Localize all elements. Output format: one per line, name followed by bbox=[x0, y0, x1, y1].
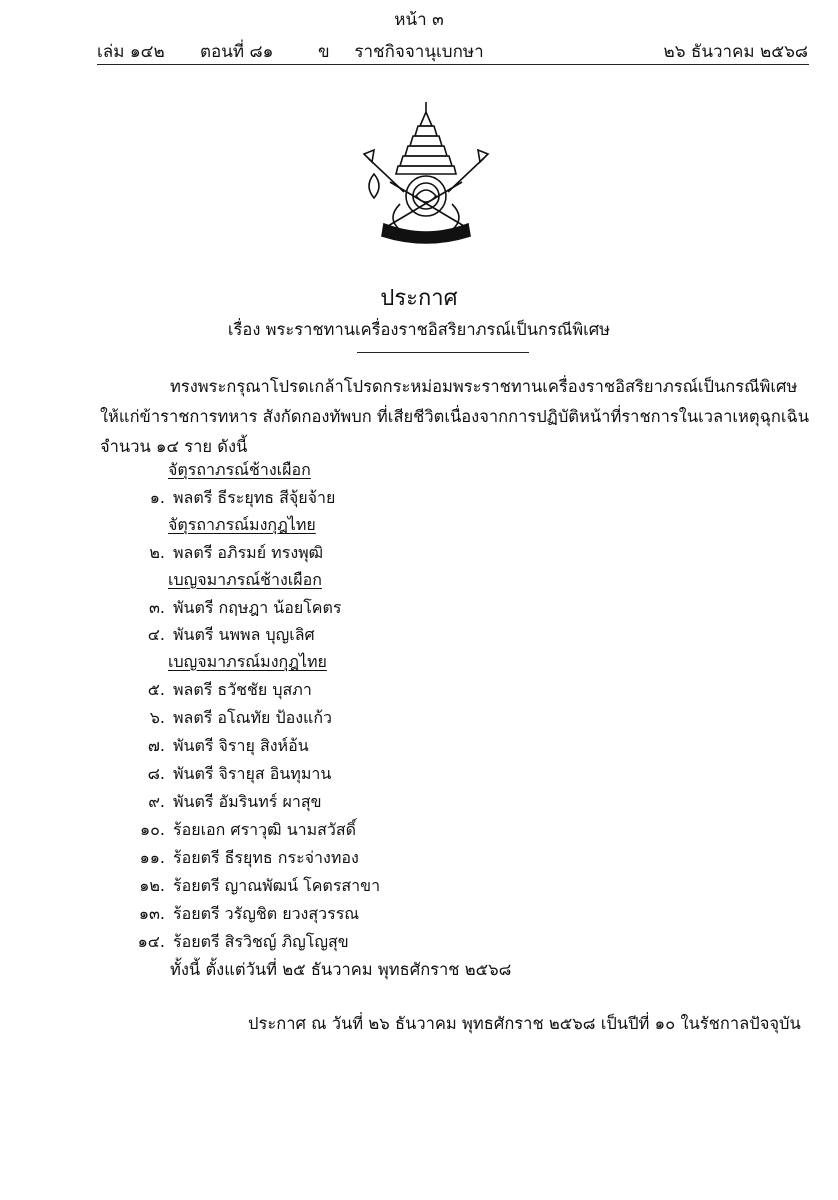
volume-number: เล่ม ๑๔๒ bbox=[97, 42, 165, 62]
entry-name: พันตรี อัมรินทร์ ผาสุข bbox=[173, 792, 322, 811]
list-item bbox=[125, 818, 356, 843]
entry-number: ๒. bbox=[149, 543, 165, 562]
entry-name: ร้อยตรี สิรวิชญ์ ภิญโญสุข bbox=[173, 932, 349, 951]
entry-number: ๑๐. bbox=[139, 820, 165, 839]
entry-name: พันตรี กฤษฎา น้อยโคตร bbox=[173, 598, 342, 617]
entry-name: พลตรี อภิรมย์ ทรงพุฒิ bbox=[173, 543, 324, 562]
body-line: ทรงพระกรุณาโปรดเกล้าโปรดกระหม่อมพระราชทานเครื่องราชอิสริยาภรณ์เป็นกรณีพิเศษ bbox=[170, 377, 798, 396]
entry-name: พันตรี นพพล บุญเลิศ bbox=[173, 625, 315, 644]
gazette-name: ราชกิจจานุเบกษา bbox=[354, 42, 484, 62]
announcement-date: ประกาศ ณ วันที่ ๒๖ ธันวาคม พุทธศักราช ๒๕๖๘ เป็นปีที่ ๑๐ ในรัชกาลปัจจุบัน bbox=[248, 1014, 801, 1033]
decoration-heading: จัตุรถาภรณ์ช้างเผือก bbox=[168, 460, 311, 479]
entry-number: ๔. bbox=[147, 625, 165, 644]
royal-emblem-icon bbox=[360, 100, 492, 248]
list-item bbox=[125, 846, 359, 871]
header-date: ๒๖ ธันวาคม ๒๕๖๘ bbox=[663, 42, 808, 62]
entry-number: ๕. bbox=[147, 680, 165, 699]
body-line: จำนวน ๑๔ ราย ดังนี้ bbox=[100, 437, 248, 456]
entry-number: ๑๔. bbox=[137, 932, 165, 951]
list-item bbox=[125, 902, 359, 927]
list-item bbox=[125, 486, 335, 511]
list-item bbox=[125, 541, 323, 566]
list-item bbox=[125, 623, 315, 648]
entry-number: ๘. bbox=[147, 764, 165, 783]
body-line: ให้แก่ข้าราชการทหาร สังกัดกองทัพบก ที่เสียชีวิตเนื่องจากการปฏิบัติหน้าที่ราชการในเวลาเหตุฉุกเฉิน bbox=[100, 407, 810, 426]
title-rule bbox=[357, 352, 529, 353]
list-item bbox=[125, 762, 331, 787]
entry-name: ร้อยตรี ธีรยุทธ กระจ่างทอง bbox=[173, 848, 359, 867]
entry-name: พลตรี อโณทัย ป้องแก้ว bbox=[173, 708, 333, 727]
entry-number: ๑๓. bbox=[138, 904, 165, 923]
entry-name: พันตรี จิรายุ สิงห์อ้น bbox=[173, 736, 309, 755]
entry-number: ๑๒. bbox=[139, 876, 165, 895]
decoration-heading: เบญจมาภรณ์มงกุฎไทย bbox=[168, 652, 327, 671]
entry-name: พันตรี จิรายุส อินทุมาน bbox=[173, 764, 332, 783]
section-letter: ข bbox=[318, 42, 330, 62]
decoration-heading: จัตุรถาภรณ์มงกุฎไทย bbox=[168, 515, 316, 534]
list-item bbox=[125, 874, 380, 899]
list-item bbox=[125, 596, 342, 621]
entry-name: ร้อยเอก ศราวุฒิ นามสวัสดิ์ bbox=[173, 820, 357, 839]
entry-number: ๙. bbox=[148, 792, 165, 811]
entry-name: ร้อยตรี ญาณพัฒน์ โคตรสาขา bbox=[173, 876, 381, 895]
issue-number: ตอนที่ ๘๑ bbox=[200, 42, 274, 62]
entry-number: ๓. bbox=[148, 598, 165, 617]
entry-number: ๗. bbox=[147, 736, 165, 755]
header-rule bbox=[97, 64, 809, 65]
decoration-heading: เบญจมาภรณ์ช้างเผือก bbox=[168, 570, 322, 589]
announcement-subject: เรื่อง พระราชทานเครื่องราชอิสริยาภรณ์เป็นกรณีพิเศษ bbox=[227, 320, 611, 339]
list-item bbox=[125, 706, 332, 731]
list-item bbox=[125, 790, 322, 815]
entry-number: ๑๑. bbox=[139, 848, 165, 867]
entry-name: พลตรี ธวัชชัย บุสภา bbox=[173, 680, 312, 699]
list-item bbox=[125, 930, 349, 955]
effective-date: ทั้งนี้ ตั้งแต่วันที่ ๒๕ ธันวาคม พุทธศักราช ๒๕๖๘ bbox=[170, 960, 512, 979]
entry-name: ร้อยตรี วรัญชิต ยวงสุวรรณ bbox=[173, 904, 360, 923]
announcement-title: ประกาศ bbox=[380, 286, 458, 311]
entry-number: ๖. bbox=[149, 708, 165, 727]
entry-number: ๑. bbox=[149, 488, 165, 507]
page-number: หน้า ๓ bbox=[394, 10, 444, 30]
entry-name: พลตรี ธีระยุทธ สีจุ้ยจ้าย bbox=[173, 488, 336, 507]
list-item bbox=[125, 678, 312, 703]
list-item bbox=[125, 734, 309, 759]
